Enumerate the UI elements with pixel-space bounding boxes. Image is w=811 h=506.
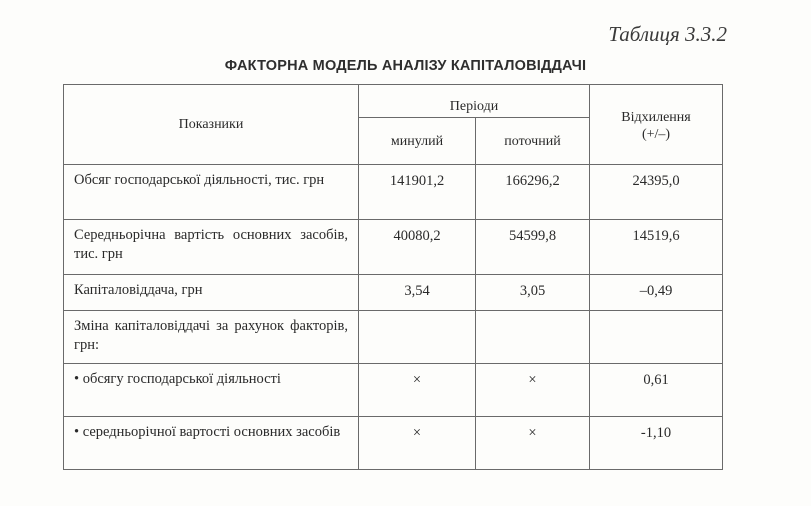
row-deviation-value: –0,49 bbox=[590, 275, 723, 311]
row-deviation-value bbox=[590, 311, 723, 364]
table-caption: Таблиця 3.3.2 bbox=[608, 22, 727, 46]
row-current-value bbox=[476, 311, 590, 364]
header-deviation-label: Відхилення bbox=[621, 110, 691, 125]
table-title: ФАКТОРНА МОДЕЛЬ АНАЛІЗУ КАПІТАЛОВІДДАЧІ bbox=[224, 58, 587, 74]
row-label: • середньорічної вартості основних засобів bbox=[64, 417, 359, 470]
table-row bbox=[64, 364, 723, 417]
row-previous-value bbox=[359, 311, 476, 364]
table-row bbox=[64, 165, 723, 220]
header-deviation bbox=[590, 85, 723, 165]
row-deviation-value: -1,10 bbox=[590, 417, 723, 470]
row-current-value: 3,05 bbox=[476, 275, 590, 311]
row-previous-value: × bbox=[359, 364, 476, 417]
row-deviation-value: 0,61 bbox=[590, 364, 723, 417]
row-current-value: × bbox=[476, 364, 590, 417]
row-previous-value: 3,54 bbox=[359, 275, 476, 311]
row-label: Середньорічна вартість основних засобів, тис. грн bbox=[64, 220, 359, 275]
header-indicators: Показники bbox=[64, 85, 359, 165]
row-previous-value: × bbox=[359, 417, 476, 470]
table-row bbox=[64, 417, 723, 470]
row-current-value: 166296,2 bbox=[476, 165, 590, 220]
row-label: • обсягу господарської діяльності bbox=[64, 364, 359, 417]
header-deviation-sign: (+/–) bbox=[641, 127, 671, 142]
row-previous-value: 141901,2 bbox=[359, 165, 476, 220]
table-row bbox=[64, 311, 723, 364]
row-deviation-value: 14519,6 bbox=[590, 220, 723, 275]
table-row bbox=[64, 220, 723, 275]
header-periods: Періоди bbox=[359, 85, 590, 118]
row-previous-value: 40080,2 bbox=[359, 220, 476, 275]
table-row bbox=[64, 275, 723, 311]
header-row bbox=[64, 85, 723, 118]
row-label: Капіталовіддача, грн bbox=[64, 275, 359, 311]
row-label: Зміна капіталовіддачі за рахунок факторів, грн: bbox=[64, 311, 359, 364]
row-label: Обсяг господарської діяльності, тис. грн bbox=[64, 165, 359, 220]
row-deviation-value: 24395,0 bbox=[590, 165, 723, 220]
row-current-value: × bbox=[476, 417, 590, 470]
header-current-period: поточний bbox=[476, 118, 590, 165]
header-previous-period: минулий bbox=[359, 118, 476, 165]
row-current-value: 54599,8 bbox=[476, 220, 590, 275]
factor-model-table bbox=[63, 84, 723, 470]
